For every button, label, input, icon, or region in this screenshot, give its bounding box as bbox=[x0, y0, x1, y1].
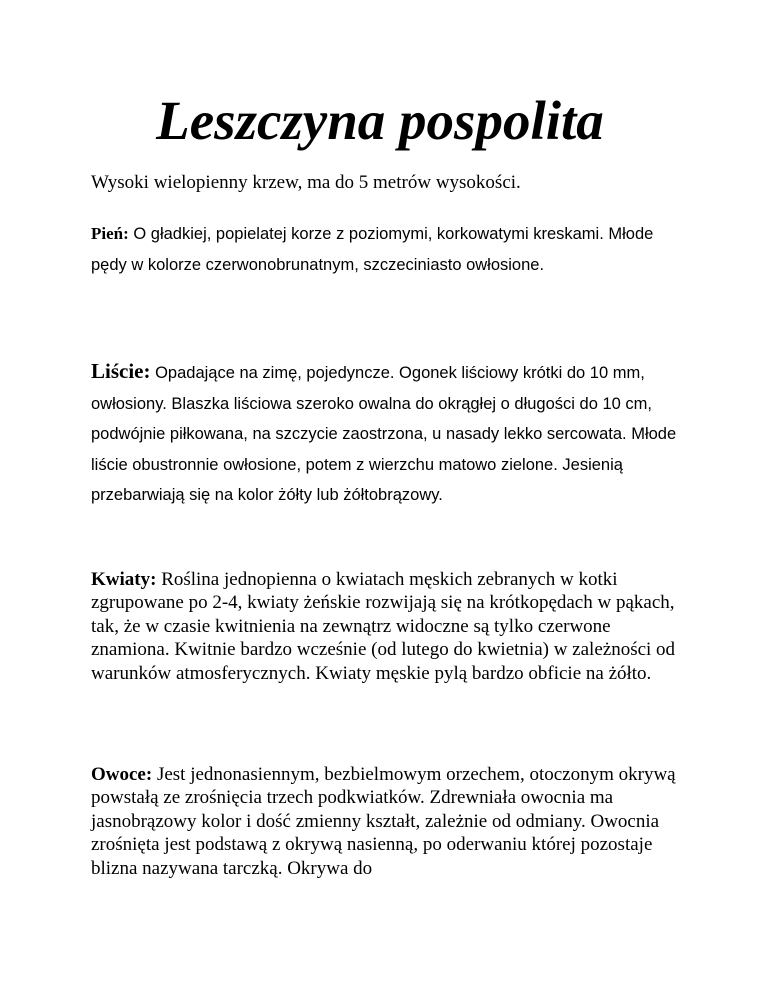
section-text-kwiaty: Roślina jednopienna o kwiatach męskich zebranych w kotki zgrupowane po 2-4, kwiaty żeńskie rozwijają się na krótkopędach w pąkach, tak, że w czasie kwitnienia na zewnątrz widoczne są tylko czerwone znamiona. Kwitnie bardzo wcześnie (od lutego do kwietnia) w zależności od warunków atmosferycznych. Kwiaty męskie pylą bardzo obficie na żółto. bbox=[91, 569, 676, 684]
section-label-liscie: Liście: bbox=[91, 359, 151, 383]
section-kwiaty bbox=[91, 568, 691, 685]
section-pien bbox=[91, 219, 691, 280]
section-text-pien: O gładkiej, popielatej korze z poziomymi, korkowatymi kreskami. Młode pędy w kolorze czerwonobrunatnym, szczeciniasto owłosione. bbox=[91, 225, 654, 274]
section-liscie bbox=[91, 356, 691, 511]
section-text-liscie: Opadające na zimę, pojedyncze. Ogonek liściowy krótki do 10 mm, owłosiony. Blaszka liściowa szeroko owalna do okrągłej o długości do 10 cm, podwójnie piłkowana, na szczycie zaostrzona, u nasady lekko sercowata. Młode liście obustronnie owłosione, potem z wierzchu matowo zielone. Jesienią przebarwiają się na kolor żółty lub żółtobrązowy. bbox=[91, 364, 677, 504]
section-text-owoce: Jest jednonasiennym, bezbielmowym orzechem, otoczonym okrywą powstałą ze zrośnięcia trzech podkwiatków. Zdrewniała owocnia ma jasnobrązowy kolor i dość zmienny kształt, zależnie od odmiany. Owocnia zrośnięta jest podstawą z okrywą nasienną, po oderwaniu której pozostaje blizna nazywana tarczką. Okrywa do bbox=[91, 764, 676, 879]
section-label-pien: Pień: bbox=[91, 224, 129, 243]
intro-paragraph: Wysoki wielopienny krzew, ma do 5 metrów wysokości. bbox=[91, 172, 521, 193]
section-label-owoce: Owoce: bbox=[91, 764, 153, 785]
section-owoce bbox=[91, 763, 691, 880]
section-label-kwiaty: Kwiaty: bbox=[91, 569, 157, 590]
page-title: Leszczyna pospolita bbox=[156, 90, 604, 151]
